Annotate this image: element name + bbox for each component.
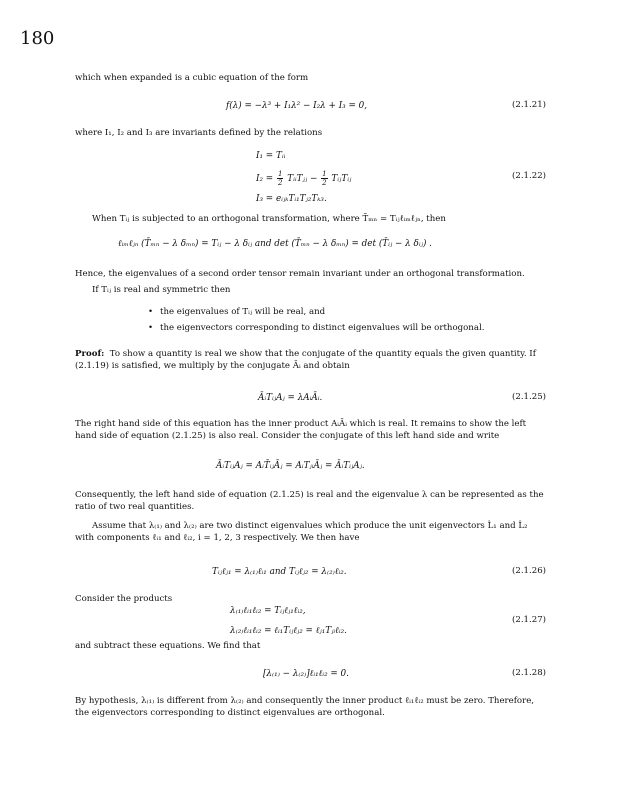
equation-I2 bbox=[256, 170, 351, 187]
paragraph-inner-product: The right hand side of this equation has the inner product AᵢĀᵢ which is real. It remains to show the left hand side of equation (2.1.25) is also real. Consider the conjugate of this left hand side and write bbox=[75, 419, 527, 441]
equation-number: (2.1.28) bbox=[512, 668, 547, 678]
paragraph-assume: Assume that λ₍₁₎ and λ₍₂₎ are two distinct eigenvalues which produce the unit eigenvectors L̂₁ and L̂₂ with components ℓᵢ₁ and ℓᵢ₂, i = 1, 2, 3 respectively. We then have bbox=[75, 521, 528, 543]
text-line-invariants: where I₁, I₂ and I₃ are invariants defined by the relations bbox=[75, 128, 323, 138]
proof-paragraph bbox=[75, 348, 545, 372]
equation-number: (2.1.25) bbox=[512, 392, 547, 402]
text-line-intro: which when expanded is a cubic equation of the form bbox=[75, 73, 309, 83]
fraction-denominator: 2 bbox=[322, 179, 327, 187]
equation-I1: I₁ = Tᵢᵢ bbox=[256, 151, 286, 161]
text-line-hence: Hence, the eigenvalues of a second order tensor remain invariant under an orthogonal transformation. bbox=[75, 269, 525, 279]
list-item: • the eigenvectors corresponding to distinct eigenvalues will be orthogonal. bbox=[160, 322, 484, 334]
equation-eigen: Tᵢⱼℓⱼ₁ = λ₍₁₎ℓᵢ₁ and Tᵢⱼℓⱼ₂ = λ₍₂₎ℓᵢ₂. bbox=[212, 567, 347, 577]
paragraph-consequently: Consequently, the left hand side of equation (2.1.25) is real and the eigenvalue λ can be represented as the ratio of two real quantities. bbox=[75, 490, 544, 512]
equation-I3: I₃ = eᵢⱼₖTᵢ₁Tⱼ₂Tₖ₃. bbox=[256, 194, 327, 204]
equation-number: (2.1.21) bbox=[512, 100, 547, 110]
page-number: 180 bbox=[20, 28, 55, 49]
proof-text: To show a quantity is real we show that the conjugate of the quantity equals the given quantity. If (2.1.19) is satisfied, we multiply by the conjugate Āᵢ and obtain bbox=[75, 349, 536, 371]
equation-transform: ℓᵢₘℓⱼₙ (T̄ₘₙ − λ δₘₙ) = Tᵢⱼ − λ δᵢⱼ and det (T̄ₘₙ − λ δₘₙ) = det (T̄ᵢⱼ − λ δᵢⱼ) . bbox=[118, 239, 432, 249]
fraction-denominator: 2 bbox=[277, 179, 283, 187]
equation-product2: λ₍₂₎ℓᵢ₁ℓᵢ₂ = ℓᵢ₁Tᵢⱼℓⱼ₂ = ℓⱼ₁Tⱼᵢℓᵢ₂. bbox=[230, 626, 347, 636]
paragraph-conclusion: By hypothesis, λ₍₁₎ is different from λ₍₂₎ and consequently the inner product ℓᵢ₁ℓᵢ₂ must be zero. Therefore, the eigenvectors corresponding to distinct eigenvalues are orthogonal. bbox=[75, 696, 535, 718]
equation-number: (2.1.27) bbox=[512, 615, 547, 625]
text-line-orthogonal: When Tᵢⱼ is subjected to an orthogonal transformation, where T̄ₘₙ = Tᵢⱼℓᵢₘℓⱼₙ, then bbox=[92, 214, 446, 224]
equation-number: (2.1.22) bbox=[512, 171, 547, 181]
equation-cubic: f(λ) = −λ³ + I₁λ² − I₂λ + I₃ = 0, bbox=[226, 101, 368, 111]
equation-conjugate-chain: ĀᵢTᵢⱼAⱼ = AᵢT̄ᵢⱼĀⱼ = AᵢTⱼᵢĀⱼ = ĀᵢTᵢⱼAⱼ. bbox=[216, 461, 365, 471]
text-line-if-real: If Tᵢⱼ is real and symmetric then bbox=[92, 285, 231, 295]
fraction-half bbox=[277, 170, 283, 187]
proof-label: Proof: bbox=[75, 349, 105, 359]
fraction-numerator: 1 bbox=[277, 170, 283, 178]
equation-I2-lhs: I₂ = bbox=[256, 174, 274, 184]
text-line-subtract: and subtract these equations. We find that bbox=[75, 641, 261, 651]
equation-I2-term2: TᵢⱼTᵢⱼ bbox=[331, 174, 352, 184]
text-line-consider: Consider the products bbox=[75, 594, 173, 604]
list-item: • the eigenvalues of Tᵢⱼ will be real, and bbox=[160, 306, 325, 318]
equation-difference: [λ₍₁₎ − λ₍₂₎]ℓᵢ₁ℓᵢ₂ = 0. bbox=[263, 669, 349, 679]
equation-I2-term1: TᵢᵢTⱼⱼ − bbox=[287, 174, 318, 184]
equation-conjugate: ĀᵢTᵢⱼAⱼ = λAᵢĀᵢ. bbox=[258, 393, 323, 403]
fraction-half bbox=[321, 170, 327, 187]
fraction-numerator: 1 bbox=[322, 170, 327, 178]
equation-product1: λ₍₁₎ℓᵢ₁ℓᵢ₂ = Tᵢⱼℓⱼ₁ℓᵢ₂, bbox=[230, 606, 306, 616]
equation-number: (2.1.26) bbox=[512, 566, 547, 576]
